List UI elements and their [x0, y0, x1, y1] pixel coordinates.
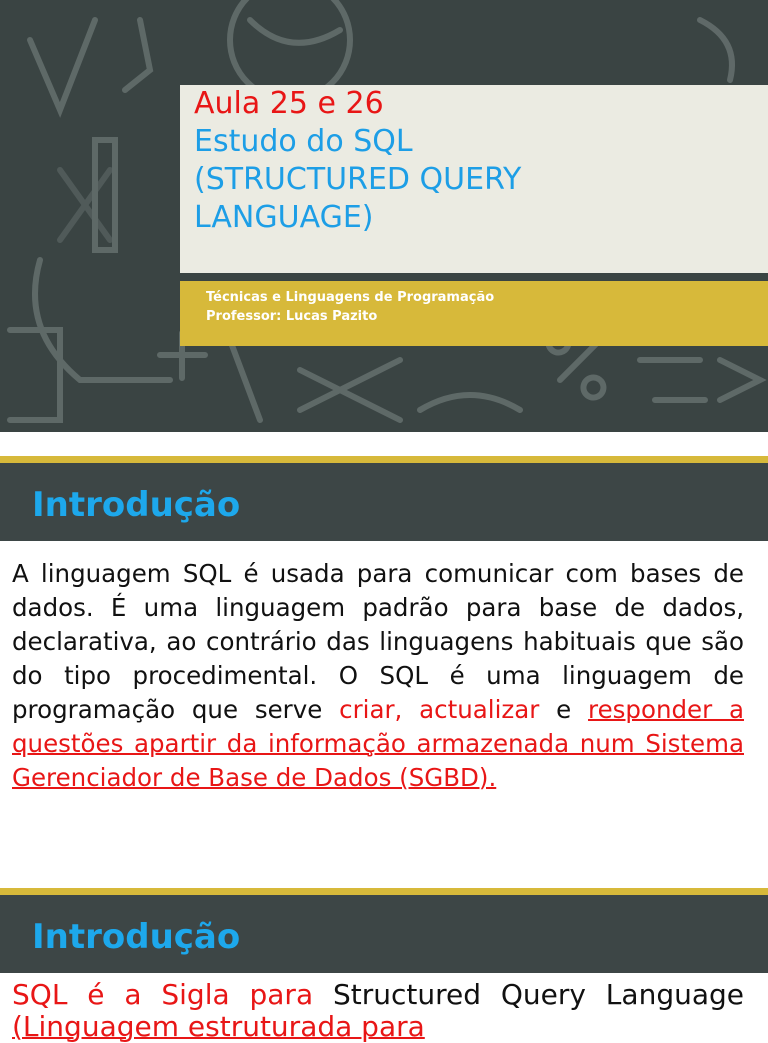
- slide-heading: Introdução: [32, 485, 241, 525]
- paragraph-plain-text: A linguagem SQL é usada para comunicar com bases de dados. É uma linguagem padrão para base de dados, declarativa, ao contrário das linguagens habituais que são do tipo procedimental. O SQL é uma linguagem de programação que serve: [12, 559, 744, 724]
- paragraph-red-underlined-text: responder a questões apartir da informação armazenada num Sistema Gerenciador de Base de Dados (SGBD).: [12, 695, 744, 792]
- title-box: [180, 85, 768, 273]
- paragraph-connector: e: [539, 695, 589, 724]
- paragraph-red-text: criar, actualizar: [339, 695, 540, 724]
- paragraph-red-underlined-text: (Linguagem estruturada para: [12, 1010, 425, 1043]
- intro-slide-2: [0, 888, 768, 1043]
- slide-header: [0, 456, 768, 541]
- slide-header: [0, 888, 768, 973]
- lesson-title-line-2: (STRUCTURED QUERY: [194, 162, 522, 197]
- paragraph-plain-text: Structured Query Language: [313, 978, 744, 1011]
- slide-heading: Introdução: [32, 917, 241, 957]
- lesson-title-line-3: LANGUAGE): [194, 200, 374, 235]
- intro-paragraph: [12, 557, 744, 795]
- lesson-title-line-1: Estudo do SQL: [194, 124, 413, 159]
- course-name: Técnicas e Linguagens de Programação: [206, 290, 495, 305]
- subtitle-box: [180, 281, 768, 346]
- intro-paragraph: [12, 979, 744, 1043]
- lesson-number: Aula 25 e 26: [194, 86, 384, 121]
- paragraph-red-text: SQL é a Sigla para: [12, 978, 314, 1011]
- title-slide: [0, 0, 768, 432]
- intro-slide-1: [0, 456, 768, 886]
- professor-name: Professor: Lucas Pazito: [206, 309, 378, 324]
